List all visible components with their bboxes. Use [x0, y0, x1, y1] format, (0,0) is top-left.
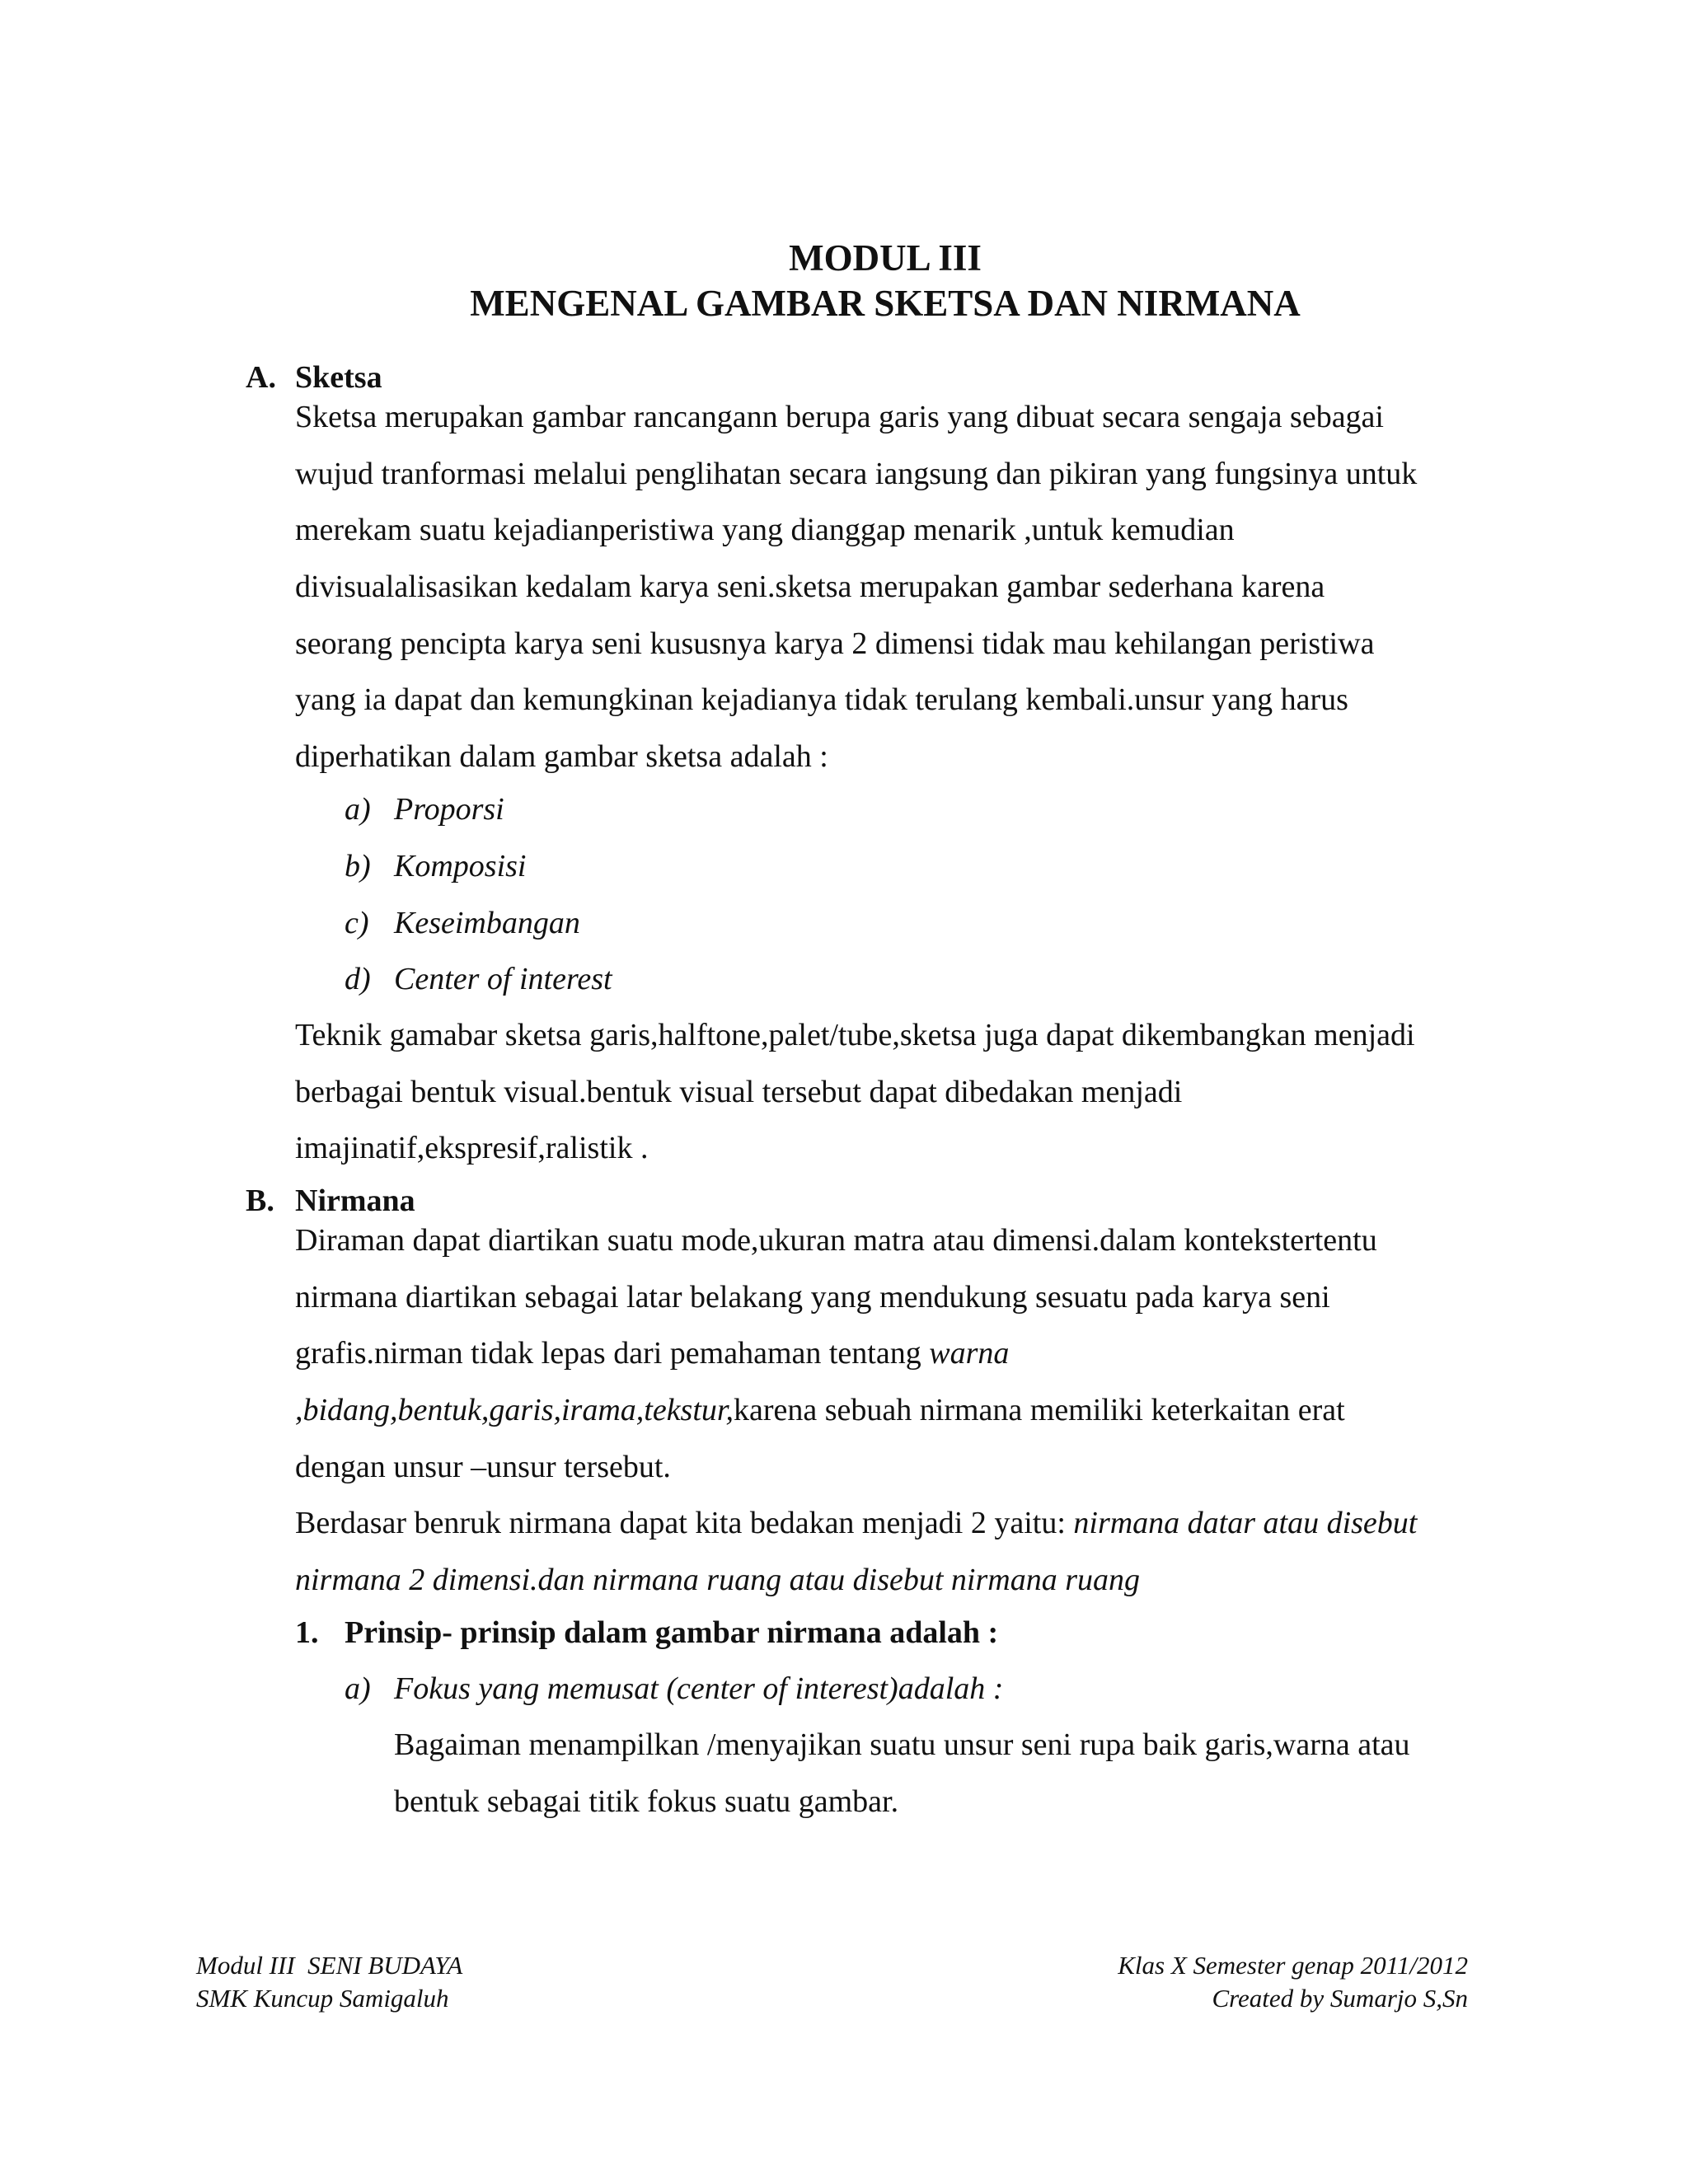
list-item — [345, 958, 612, 1000]
paragraph-line: dengan unsur –unsur tersebut. — [295, 1449, 671, 1484]
paragraph-line — [295, 1382, 1482, 1439]
footer-author: Created by Sumarjo S,Sn — [1212, 1984, 1468, 2013]
section-a-closing-paragraph — [295, 1007, 1482, 1177]
paragraph-line: merekam suatu kejadianperistiwa yang dianggap menarik ,untuk kemudian — [295, 513, 1235, 548]
module-number-title: MODUL III — [789, 237, 982, 279]
list-item — [345, 1668, 1003, 1709]
paragraph-line: Teknik gamabar sketsa garis,halftone,palet/tube,sketsa juga dapat dikembangkan menjadi — [295, 1018, 1415, 1052]
footer-right — [1118, 1949, 1468, 2015]
list-item-text: Fokus yang memusat (center of interest)adalah : — [394, 1671, 1004, 1706]
paragraph-line — [295, 1325, 1482, 1382]
footer-left — [196, 1949, 462, 2015]
list-item-description — [394, 1717, 1581, 1830]
section-a-heading: Sketsa — [295, 360, 382, 395]
list-marker: a) — [345, 1671, 371, 1706]
module-main-title: MENGENAL GAMBAR SKETSA DAN NIRMANA — [470, 283, 1301, 324]
italic-term: nirmana datar atau disebut — [1073, 1506, 1418, 1541]
italic-term-list: ,bidang,bentuk,garis,irama,tekstur, — [295, 1393, 734, 1428]
list-item-text: Keseimbangan — [394, 906, 580, 940]
footer-class-semester: Klas X Semester genap 2011/2012 — [1118, 1951, 1468, 1980]
paragraph-line: Sketsa merupakan gambar rancangann berupa garis yang dibuat secara sengaja sebagai — [295, 400, 1384, 434]
list-item-text: Komposisi — [394, 849, 527, 883]
paragraph-line: nirmana diartikan sebagai latar belakang yang mendukung sesuatu pada karya seni — [295, 1279, 1330, 1315]
paragraph-line: diperhatikan dalam gambar sketsa adalah : — [295, 739, 828, 775]
list-item — [345, 902, 580, 944]
footer-school-name: SMK Kuncup Samigaluh — [196, 1984, 449, 2013]
text-run: grafis.nirman tidak lepas dari pemahaman tentang — [295, 1336, 930, 1371]
section-b-heading: Nirmana — [295, 1183, 415, 1218]
paragraph-line: divisualalisasikan kedalam karya seni.sketsa merupakan gambar sederhana karena — [295, 569, 1325, 605]
list-item — [345, 789, 504, 830]
text-run: Berdasar benruk nirmana dapat kita bedakan menjadi 2 yaitu: — [295, 1506, 1074, 1541]
text-run: karena sebuah nirmana memiliki keterkaitan erat — [733, 1393, 1345, 1428]
paragraph-line: Bagaiman menampilkan /menyajikan suatu unsur seni rupa baik garis,warna atau — [394, 1727, 1410, 1762]
paragraph-line: bentuk sebagai titik fokus suatu gambar. — [394, 1783, 899, 1819]
paragraph-line: yang ia dapat dan kemungkinan kejadianya tidak terulang kembali.unsur yang harus — [295, 682, 1348, 718]
list-marker: c) — [345, 906, 369, 940]
number-marker: 1. — [295, 1615, 319, 1650]
subheading-text: Prinsip- prinsip dalam gambar nirmana adalah : — [345, 1615, 999, 1650]
list-marker: d) — [345, 962, 371, 996]
paragraph-line — [295, 1552, 1482, 1609]
italic-term: nirmana 2 dimensi.dan nirmana ruang atau disebut nirmana ruang — [295, 1563, 1140, 1598]
list-marker: a) — [345, 792, 371, 827]
list-marker: b) — [345, 849, 371, 883]
list-item-text: Proporsi — [394, 792, 504, 827]
list-item — [345, 846, 526, 887]
italic-term: warna — [929, 1336, 1010, 1371]
list-item-text: Center of interest — [394, 962, 612, 996]
section-b-letter: B. — [246, 1183, 274, 1218]
paragraph-line: wujud tranformasi melalui penglihatan secara iangsung dan pikiran yang fungsinya untuk — [295, 456, 1418, 491]
paragraph-line: Diraman dapat diartikan suatu mode,ukuran matra atau dimensi.dalam kontekstertentu — [295, 1223, 1377, 1258]
paragraph-line — [295, 1495, 1482, 1552]
numbered-subheading — [295, 1612, 998, 1653]
section-a-letter: A. — [246, 360, 276, 395]
paragraph-line: seorang pencipta karya seni kususnya karya 2 dimensi tidak mau kehilangan peristiwa — [295, 626, 1375, 661]
section-b-paragraph — [295, 1212, 1482, 1609]
footer-module-label: Modul III SENI BUDAYA — [196, 1951, 463, 1980]
paragraph-line: imajinatif,ekspresif,ralistik . — [295, 1131, 649, 1166]
paragraph-line: berbagai bentuk visual.bentuk visual tersebut dapat dibedakan menjadi — [295, 1074, 1183, 1109]
section-a-paragraph — [295, 389, 1482, 785]
